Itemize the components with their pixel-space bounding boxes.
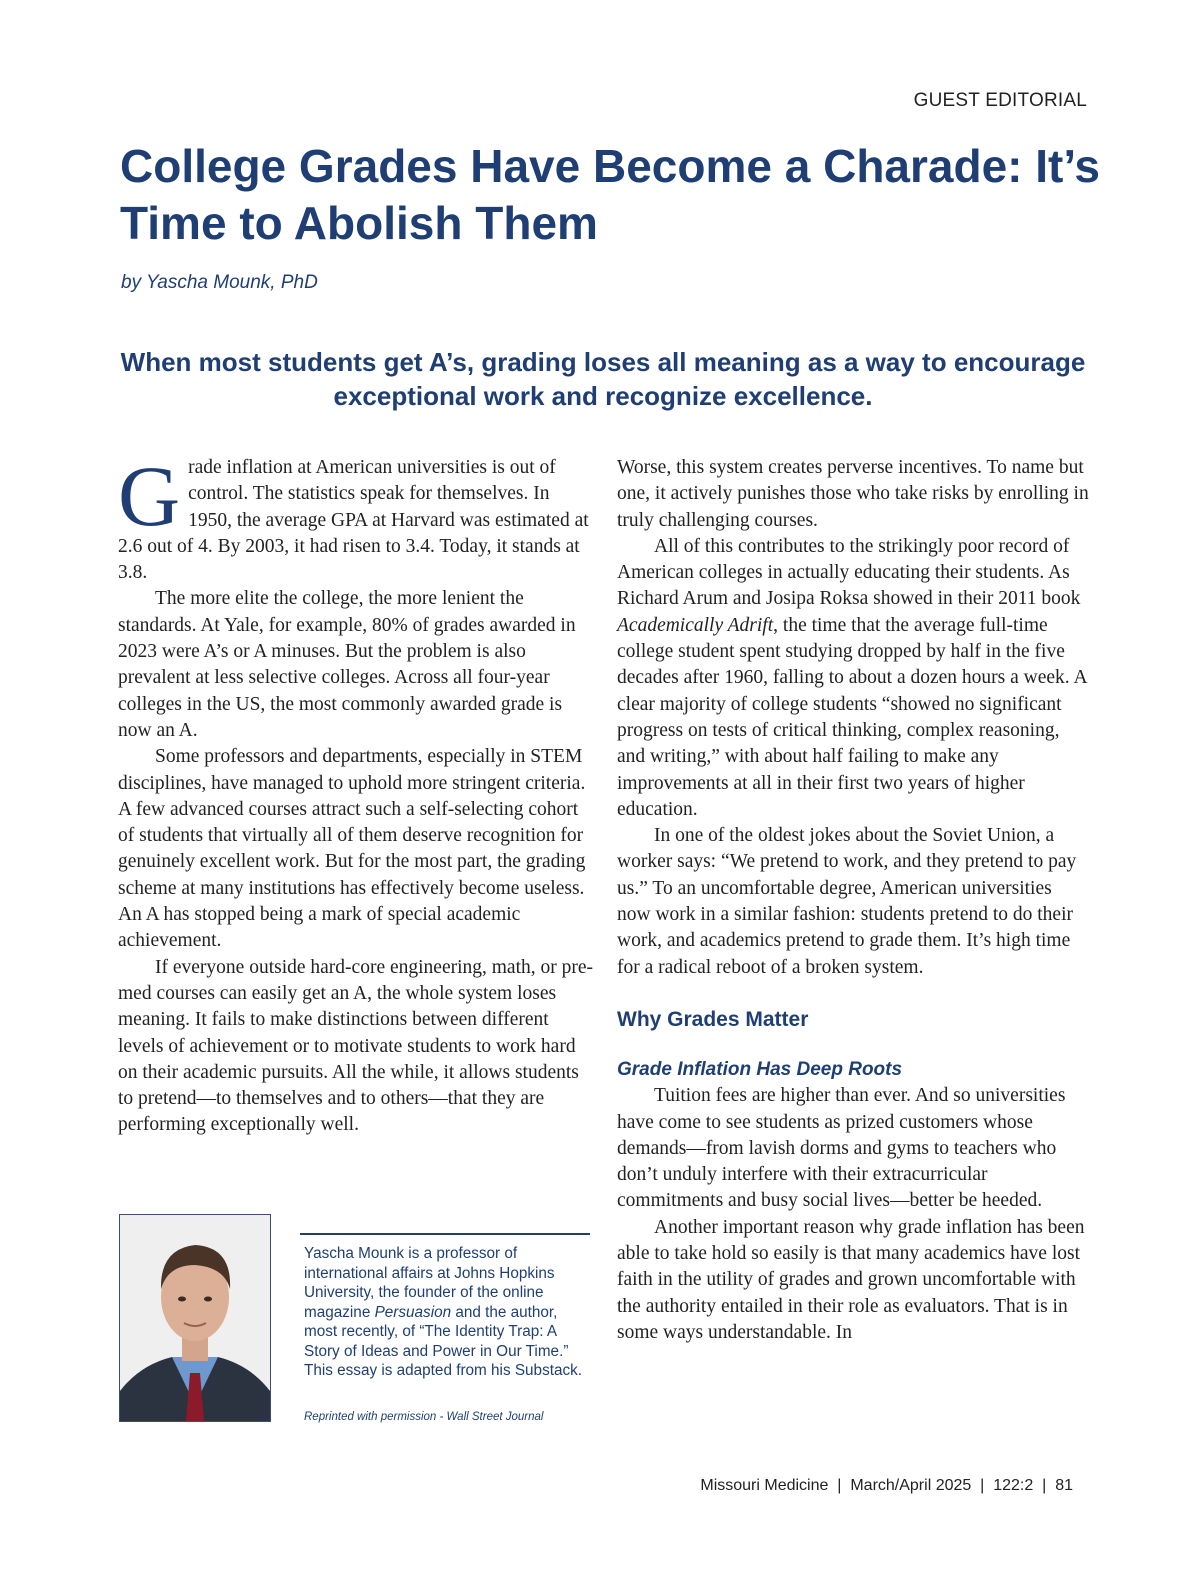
drop-cap: G <box>118 448 181 544</box>
right-column <box>617 455 1089 1346</box>
paragraph: Another important reason why grade inflation has been able to take hold so easily is that many academics have lost faith in the utility of grades and grown uncomfortable with the authority entailed in their role as evaluators. That is in some ways understandable. In <box>617 1216 1085 1343</box>
bio-text: and the author, most recently, of “The Identity Trap: A Story of Ideas and Power in Our Time.” This essay is adapted from his Substack. <box>304 1303 583 1379</box>
paragraph: Tuition fees are higher than ever. And so universities have come to see students as prized customers whose demands—from lavish dorms and gyms to teachers who don’t unduly interfere with their extracurricular commitments and busy social lives—better be heeded. <box>617 1085 1066 1212</box>
paragraph-text: , the time that the average full-time college student spent studying dropped by half in the five decades after 1960, falling to about a dozen hours a week. A clear majority of college students “showed no significant progress on tests of critical thinking, complex reasoning, and writing,” with about half failing to make any improvements at all in their first two years of higher education. <box>617 614 1087 820</box>
author-bio <box>304 1244 594 1381</box>
paragraph <box>617 534 1089 823</box>
author-portrait-illustration <box>120 1215 270 1421</box>
paragraph: In one of the oldest jokes about the Soviet Union, a worker says: “We pretend to work, and they pretend to pay us.” To an uncomfortable degree, American universities now work in a similar fashion: students pretend to do their work, and academics pretend to grade them. It’s high time for a radical reboot of a broken system. <box>617 825 1077 978</box>
section-label: GUEST EDITORIAL <box>913 90 1087 111</box>
bio-divider <box>300 1233 590 1235</box>
paragraph-text: All of this contributes to the strikingly poor record of American colleges in actually educating their students. As Richard Arum and Josipa Roksa showed in their 2011 book <box>617 535 1081 610</box>
article-deck: When most students get A’s, grading loses all meaning as a way to encourage exceptional work and recognize excellence. <box>120 347 1086 411</box>
paragraph <box>118 448 596 586</box>
byline: by Yascha Mounk, PhD <box>121 272 318 293</box>
section-heading: Why Grades Matter <box>617 1007 809 1031</box>
author-photo <box>119 1214 271 1422</box>
page-footer: Missouri Medicine | March/April 2025 | 122:2 | 81 <box>700 1477 1073 1494</box>
paragraph: If everyone outside hard-core engineering, math, or pre-med courses can easily get an A, the whole system loses meaning. It fails to make distinctions between different levels of achievement or to motivate students to work hard on their academic pursuits. All the while, it allows students to pretend—to themselves and to others—that they are performing exceptionally well. <box>118 956 594 1136</box>
bio-text: Yascha Mounk is a professor of international affairs at Johns Hopkins University, the founder of the online magazine <box>304 1245 555 1321</box>
paragraph-text: rade inflation at American universities is out of control. The statistics speak for themselves. In 1950, the average GPA at Harvard was estimated at 2.6 out of 4. By 2003, it had risen to 3.4. Today, it stands at 3.8. <box>118 457 589 584</box>
paragraph: Worse, this system creates perverse incentives. To name but one, it actively punishes those who take risks by enrolling in truly challenging courses. <box>617 457 1089 531</box>
subsection-heading: Grade Inflation Has Deep Roots <box>617 1059 903 1081</box>
paragraph: The more elite the college, the more lenient the standards. At Yale, for example, 80% of grades awarded in 2023 were A’s or A minuses. But the problem is also prevalent at less selective colleges. Across all four-year colleges in the US, the most commonly awarded grade is now an A. <box>118 588 576 741</box>
book-title: Academically Adrift <box>617 614 774 636</box>
paragraph: Some professors and departments, especially in STEM disciplines, have managed to uphold more stringent criteria. A few advanced courses attract such a self-selecting cohort of students that virtually all of them deserve recognition for genuinely excellent work. But for the most part, the grading scheme at many institutions has effectively become useless. An A has stopped being a mark of special academic achievement. <box>118 746 586 952</box>
article-title: College Grades Have Become a Charade: It’s Time to Abolish Them <box>120 140 1101 249</box>
left-column <box>118 448 596 1139</box>
reprint-credit: Reprinted with permission - Wall Street Journal <box>304 1411 544 1423</box>
magazine-name: Persuasion <box>374 1303 452 1321</box>
